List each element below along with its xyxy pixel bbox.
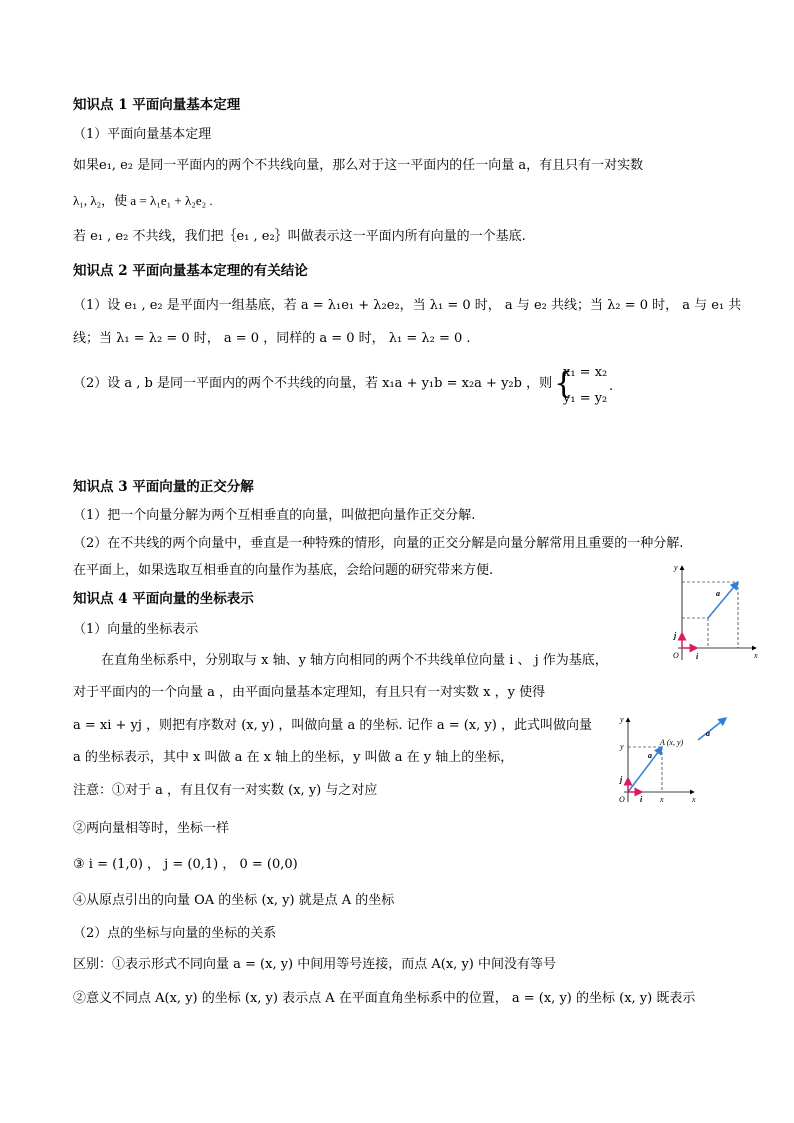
paragraph: （2）设 a , b 是同一平面内的两个不共线的向量，若 x₁a + y₁b = x₂a + y₂b ，则 bbox=[73, 376, 553, 391]
subheading: （1）向量的坐标表示 bbox=[73, 622, 199, 637]
axis-label-x: x bbox=[754, 651, 758, 660]
paragraph: （2）在不共线的两个向量中，垂直是一种特殊的情形，向量的正交分解是向量分解常用且重要的一种分解. bbox=[73, 536, 684, 551]
paragraph: ②意义不同点 A(x, y) 的坐标 (x, y) 表示点 A 在平面直角坐标系中的位置， a = (x, y) 的坐标 (x, y) 既表示 bbox=[73, 991, 696, 1006]
paragraph: 在直角坐标系中，分别取与 x 轴、y 轴方向相同的两个不共线单位向量 i 、 j 作为基底， bbox=[101, 653, 608, 668]
label-j: j bbox=[620, 775, 623, 784]
period: . bbox=[609, 379, 614, 394]
note: ③ i = (1,0) ， j = (0,1) ， 0 = (0,0) bbox=[73, 857, 298, 872]
paragraph: 区别：①表示形式不同向量 a = (x, y) 中间用等号连接，而点 A(x, y) 中间没有等号 bbox=[73, 957, 556, 972]
vector-a-free bbox=[698, 718, 726, 740]
brace: { bbox=[554, 366, 574, 401]
equation-system-row: x₁ = x₂ bbox=[563, 365, 608, 380]
figure-orthogonal-decomposition bbox=[664, 560, 764, 668]
tick-label-y: y bbox=[620, 742, 624, 751]
heading-k1: 知识点 1 平面向量基本定理 bbox=[73, 97, 241, 113]
paragraph: （1）把一个向量分解为两个互相垂直的向量，叫做把向量作正交分解. bbox=[73, 508, 476, 523]
paragraph: a = xi + yj ，则把有序数对 (x, y) ，叫做向量 a 的坐标. 记作 a = (x, y) ，此式叫做向量 bbox=[73, 718, 592, 733]
paragraph: 如果e₁, e₂ 是同一平面内的两个不共线向量，那么对于这一平面内的任一向量 a，有且只有一对实数 bbox=[73, 158, 644, 173]
paragraph: （1）设 e₁ , e₂ 是平面内一组基底，若 a = λ₁e₁ + λ₂e₂，当 λ₁ = 0 时， a 与 e₂ 共线；当 λ₂ = 0 时， a 与 e₁ 共 bbox=[73, 298, 742, 313]
axis-label-y: y bbox=[620, 715, 624, 724]
subheading-k1: （1）平面向量基本定理 bbox=[73, 127, 212, 142]
heading-k4: 知识点 4 平面向量的坐标表示 bbox=[73, 591, 254, 607]
point-a-label: A (x, y) bbox=[660, 738, 684, 747]
heading-k3: 知识点 3 平面向量的正交分解 bbox=[73, 479, 254, 495]
origin-label: O bbox=[673, 651, 679, 660]
note: ②两向量相等时，坐标一样 bbox=[73, 821, 230, 836]
paragraph: 线；当 λ₁ = λ₂ = 0 时， a = 0 ，同样的 a = 0 时， λ₁ = λ₂ = 0 . bbox=[73, 331, 471, 346]
paragraph: 若 e₁ , e₂ 不共线，我们把｛e₁ , e₂｝叫做表示这一平面内所有向量的一个基底. bbox=[73, 229, 526, 244]
tick-label-x: x bbox=[660, 795, 664, 804]
paragraph: 对于平面内的一个向量 a ，由平面向量基本定理知，有且只有一对实数 x ，y 使得 bbox=[73, 685, 546, 700]
equation-system-row: y₁ = y₂ bbox=[563, 391, 608, 406]
label-a: a bbox=[648, 751, 652, 760]
subheading: （2）点的坐标与向量的坐标的关系 bbox=[73, 926, 277, 941]
note: 注意：①对于 a ，有且仅有一对实数 (x, y) 与之对应 bbox=[73, 783, 378, 798]
label-i: i bbox=[640, 795, 643, 804]
axis-label-x: x bbox=[692, 795, 696, 804]
vector-a bbox=[708, 582, 738, 618]
heading-k2: 知识点 2 平面向量基本定理的有关结论 bbox=[73, 263, 308, 279]
label-a: a bbox=[716, 589, 720, 598]
label-j: j bbox=[674, 631, 677, 640]
vector-oa bbox=[628, 747, 662, 792]
formula-line: λ₁, λ₂，使 a = λ₁e₁ + λ₂e₂ . bbox=[73, 193, 213, 208]
paragraph: 在平面上，如果选取互相垂直的向量作为基底，会给问题的研究带来方便. bbox=[73, 563, 494, 578]
label-a-free: a bbox=[706, 729, 710, 738]
note: ④从原点引出的向量 OA 的坐标 (x, y) 就是点 A 的坐标 bbox=[73, 893, 395, 908]
axis-label-y: y bbox=[674, 563, 678, 572]
paragraph: a 的坐标表示，其中 x 叫做 a 在 x 轴上的坐标，y 叫做 a 在 y 轴上的坐标， bbox=[73, 750, 514, 765]
figure-coordinate-representation bbox=[610, 712, 734, 806]
label-i: i bbox=[696, 652, 699, 661]
origin-label: O bbox=[619, 795, 625, 804]
